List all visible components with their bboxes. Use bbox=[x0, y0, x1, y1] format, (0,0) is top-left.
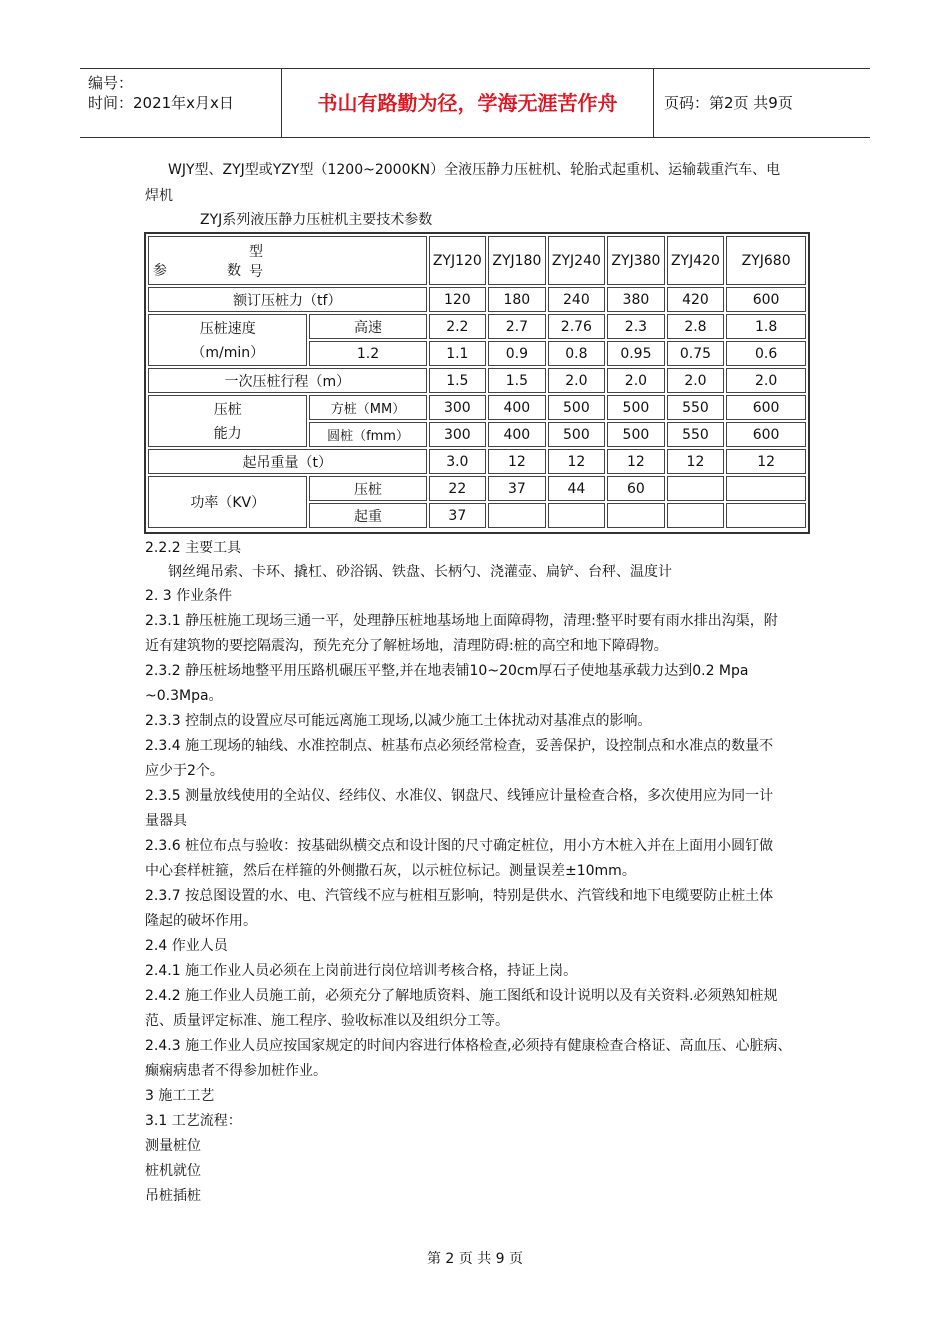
table-cell: 60 bbox=[607, 476, 665, 501]
table-cell: 0.95 bbox=[607, 341, 665, 366]
corner-label: 参 bbox=[153, 263, 167, 279]
table-row bbox=[148, 395, 806, 420]
table-cell bbox=[548, 503, 606, 528]
table-cell: 12 bbox=[726, 449, 806, 474]
table-cell: 400 bbox=[488, 395, 546, 420]
page-header bbox=[80, 68, 870, 138]
table-cell: 12 bbox=[548, 449, 606, 474]
table-cell: 2.0 bbox=[667, 368, 725, 393]
model-header: ZYJ120 bbox=[429, 236, 487, 285]
table-cell: 300 bbox=[429, 395, 487, 420]
paragraph-line: 范、质量评定标准、施工程序、验收标准以及组织分工等。 bbox=[145, 1013, 509, 1029]
sub-label: 起重 bbox=[309, 503, 426, 528]
table-cell: 2.0 bbox=[607, 368, 665, 393]
model-header: ZYJ180 bbox=[488, 236, 546, 285]
paragraph-line: 量器具 bbox=[145, 813, 187, 829]
row-label-line: 压桩 bbox=[213, 402, 242, 418]
table-cell: 1.5 bbox=[488, 368, 546, 393]
table-cell bbox=[667, 503, 725, 528]
table-cell: 2.0 bbox=[726, 368, 806, 393]
paragraph-line: 2.3.7 按总图设置的水、电、汽管线不应与桩相互影响，特别是供水、汽管线和地下电缆要防止桩土体 bbox=[145, 888, 774, 904]
table-cell: 3.0 bbox=[429, 449, 487, 474]
table-cell: 12 bbox=[488, 449, 546, 474]
row-label bbox=[148, 314, 307, 366]
paragraph-line: 隆起的破坏作用。 bbox=[145, 913, 257, 929]
table-cell: 380 bbox=[607, 287, 665, 312]
table-cell: 0.75 bbox=[667, 341, 725, 366]
paragraph-line: 2.3.2 静压桩场地整平用压路机碾压平整,并在地表铺10~20cm厚石子使地基承载力达到0.2 Mpa bbox=[145, 663, 749, 679]
spec-table bbox=[144, 232, 810, 534]
model-header: ZYJ380 bbox=[607, 236, 665, 285]
table-cell bbox=[726, 476, 806, 501]
intro-line-1: WJY型、ZYJ型或YZY型（1200~2000KN）全液压静力压桩机、轮胎式起重机、运输载重汽车、电 bbox=[168, 162, 781, 178]
row-label-line: （m/min） bbox=[191, 345, 265, 361]
paragraph-line: 钢丝绳吊索、卡环、撬杠、砂浴锅、铁盘、长柄勺、浇灌壶、扁铲、台秤、温度计 bbox=[168, 564, 672, 580]
paragraph-line: 中心套样桩箍，然后在样箍的外侧撒石灰，以示桩位标记。测量误差±10mm。 bbox=[145, 863, 636, 879]
table-cell: 0.8 bbox=[548, 341, 606, 366]
sub-label: 压桩 bbox=[309, 476, 426, 501]
table-cell bbox=[726, 503, 806, 528]
paragraph-line: 2.3.4 施工现场的轴线、水准控制点、桩基布点必须经常检查，妥善保护，设控制点和水准点的数量不 bbox=[145, 738, 774, 754]
paragraph-line: 3.1 工艺流程： bbox=[145, 1113, 242, 1129]
table-cell: 2.2 bbox=[429, 314, 487, 339]
paragraph-line: 应少于2个。 bbox=[145, 763, 224, 779]
list-item: 桩机就位 bbox=[145, 1163, 201, 1179]
list-item: 吊桩插桩 bbox=[145, 1188, 201, 1204]
table-cell: 600 bbox=[726, 422, 806, 447]
page-footer: 第 2 页 共 9 页 bbox=[426, 1251, 524, 1267]
table-cell: 0.9 bbox=[488, 341, 546, 366]
table-row bbox=[148, 368, 806, 393]
table-cell: 1.8 bbox=[726, 314, 806, 339]
paragraph-line: 2.3.3 控制点的设置应尽可能远离施工现场,以减少施工土体扰动对基准点的影响。 bbox=[145, 713, 652, 729]
table-cell: 37 bbox=[488, 476, 546, 501]
table-cell: 12 bbox=[607, 449, 665, 474]
time-label: 时间：2021年x月x日 bbox=[88, 94, 234, 112]
table-cell: 1.1 bbox=[429, 341, 487, 366]
row-label: 额订压桩力（tf） bbox=[148, 287, 427, 312]
table-cell: 500 bbox=[548, 395, 606, 420]
table-cell bbox=[667, 476, 725, 501]
corner-label: 号 bbox=[249, 264, 263, 280]
paragraph-line: 2.3.6 桩位布点与验收：按基础纵横交点和设计图的尺寸确定桩位，用小方木桩入并在上面用小圆钉做 bbox=[145, 838, 774, 854]
table-cell bbox=[488, 503, 546, 528]
model-header: ZYJ240 bbox=[548, 236, 606, 285]
paragraph-line: ~0.3Mpa。 bbox=[145, 688, 223, 704]
table-row bbox=[148, 449, 806, 474]
corner-cell bbox=[148, 236, 427, 285]
table-cell: 180 bbox=[488, 287, 546, 312]
corner-label: 数 bbox=[227, 263, 241, 279]
paragraph-line: 癫痫病患者不得参加桩作业。 bbox=[145, 1063, 327, 1079]
section-heading: 2.4 作业人员 bbox=[145, 938, 228, 954]
table-cell: 2.76 bbox=[548, 314, 606, 339]
paragraph-line: 2.4.3 施工作业人员应按国家规定的时间内容进行体格检查,必须持有健康检查合格证、高血压、心脏病、 bbox=[145, 1038, 792, 1054]
table-cell: 550 bbox=[667, 422, 725, 447]
model-header: ZYJ680 bbox=[726, 236, 806, 285]
row-label: 一次压桩行程（m） bbox=[148, 368, 427, 393]
table-title: ZYJ系列液压静力压桩机主要技术参数 bbox=[200, 212, 433, 228]
row-label: 起吊重量（t） bbox=[148, 449, 427, 474]
table-cell: 300 bbox=[429, 422, 487, 447]
section-heading: 3 施工工艺 bbox=[145, 1088, 215, 1104]
header-page-label: 页码：第2页 共9页 bbox=[664, 94, 793, 112]
table-row bbox=[148, 314, 806, 339]
table-cell: 600 bbox=[726, 395, 806, 420]
table-cell: 2.3 bbox=[607, 314, 665, 339]
paragraph-line: 2.4.1 施工作业人员必须在上岗前进行岗位培训考核合格，持证上岗。 bbox=[145, 963, 578, 979]
corner-label: 型 bbox=[249, 244, 263, 260]
code-label: 编号： bbox=[88, 74, 134, 92]
table-cell: 2.7 bbox=[488, 314, 546, 339]
table-cell: 2.0 bbox=[548, 368, 606, 393]
table-cell: 1.2 bbox=[309, 341, 426, 366]
table-cell: 400 bbox=[488, 422, 546, 447]
table-cell: 500 bbox=[607, 422, 665, 447]
paragraph-line: 2.3.1 静压桩施工现场三通一平，处理静压桩地基场地上面障碍物，清理:整平时要有雨水排出沟渠，附 bbox=[145, 613, 778, 629]
table-cell: 37 bbox=[429, 503, 487, 528]
table-header-row bbox=[148, 236, 806, 285]
intro-line-2: 焊机 bbox=[145, 188, 173, 204]
table-cell: 1.5 bbox=[429, 368, 487, 393]
sub-label: 方桩（MM） bbox=[309, 395, 426, 420]
table-cell: 22 bbox=[429, 476, 487, 501]
table-cell: 2.8 bbox=[667, 314, 725, 339]
section-heading: 2.2.2 主要工具 bbox=[145, 540, 242, 556]
paragraph-line: 近有建筑物的要挖隔震沟，预先充分了解桩场地，清理防碍:桩的高空和地下障碍物。 bbox=[145, 638, 668, 654]
table-cell: 420 bbox=[667, 287, 725, 312]
table-cell: 500 bbox=[548, 422, 606, 447]
header-motto: 书山有路勤为径，学海无涯苦作舟 bbox=[282, 69, 654, 137]
row-label-line: 能力 bbox=[213, 426, 242, 442]
paragraph-line: 2.3.5 测量放线使用的全站仪、经纬仪、水准仪、钢盘尺、线锤应计量检查合格，多次使用应为同一计 bbox=[145, 788, 774, 804]
model-header: ZYJ420 bbox=[667, 236, 725, 285]
section-heading: 2. 3 作业条件 bbox=[145, 588, 233, 604]
table-cell: 120 bbox=[429, 287, 487, 312]
table-row bbox=[148, 476, 806, 501]
paragraph-line: 2.4.2 施工作业人员施工前，必须充分了解地质资料、施工图纸和设计说明以及有关资料.必须熟知桩规 bbox=[145, 988, 778, 1004]
table-cell: 600 bbox=[726, 287, 806, 312]
row-label: 功率（KV） bbox=[148, 476, 307, 528]
sub-label: 圆桩（fmm） bbox=[309, 422, 426, 447]
table-cell: 500 bbox=[607, 395, 665, 420]
table-cell: 550 bbox=[667, 395, 725, 420]
table-cell: 44 bbox=[548, 476, 606, 501]
table-cell: 0.6 bbox=[726, 341, 806, 366]
table-cell: 240 bbox=[548, 287, 606, 312]
table-cell bbox=[607, 503, 665, 528]
header-meta bbox=[80, 69, 282, 137]
list-item: 测量桩位 bbox=[145, 1138, 201, 1154]
sub-label: 高速 bbox=[309, 314, 426, 339]
row-label bbox=[148, 395, 307, 447]
table-row bbox=[148, 287, 806, 312]
table-cell: 12 bbox=[667, 449, 725, 474]
row-label-line: 压桩速度 bbox=[199, 321, 256, 337]
